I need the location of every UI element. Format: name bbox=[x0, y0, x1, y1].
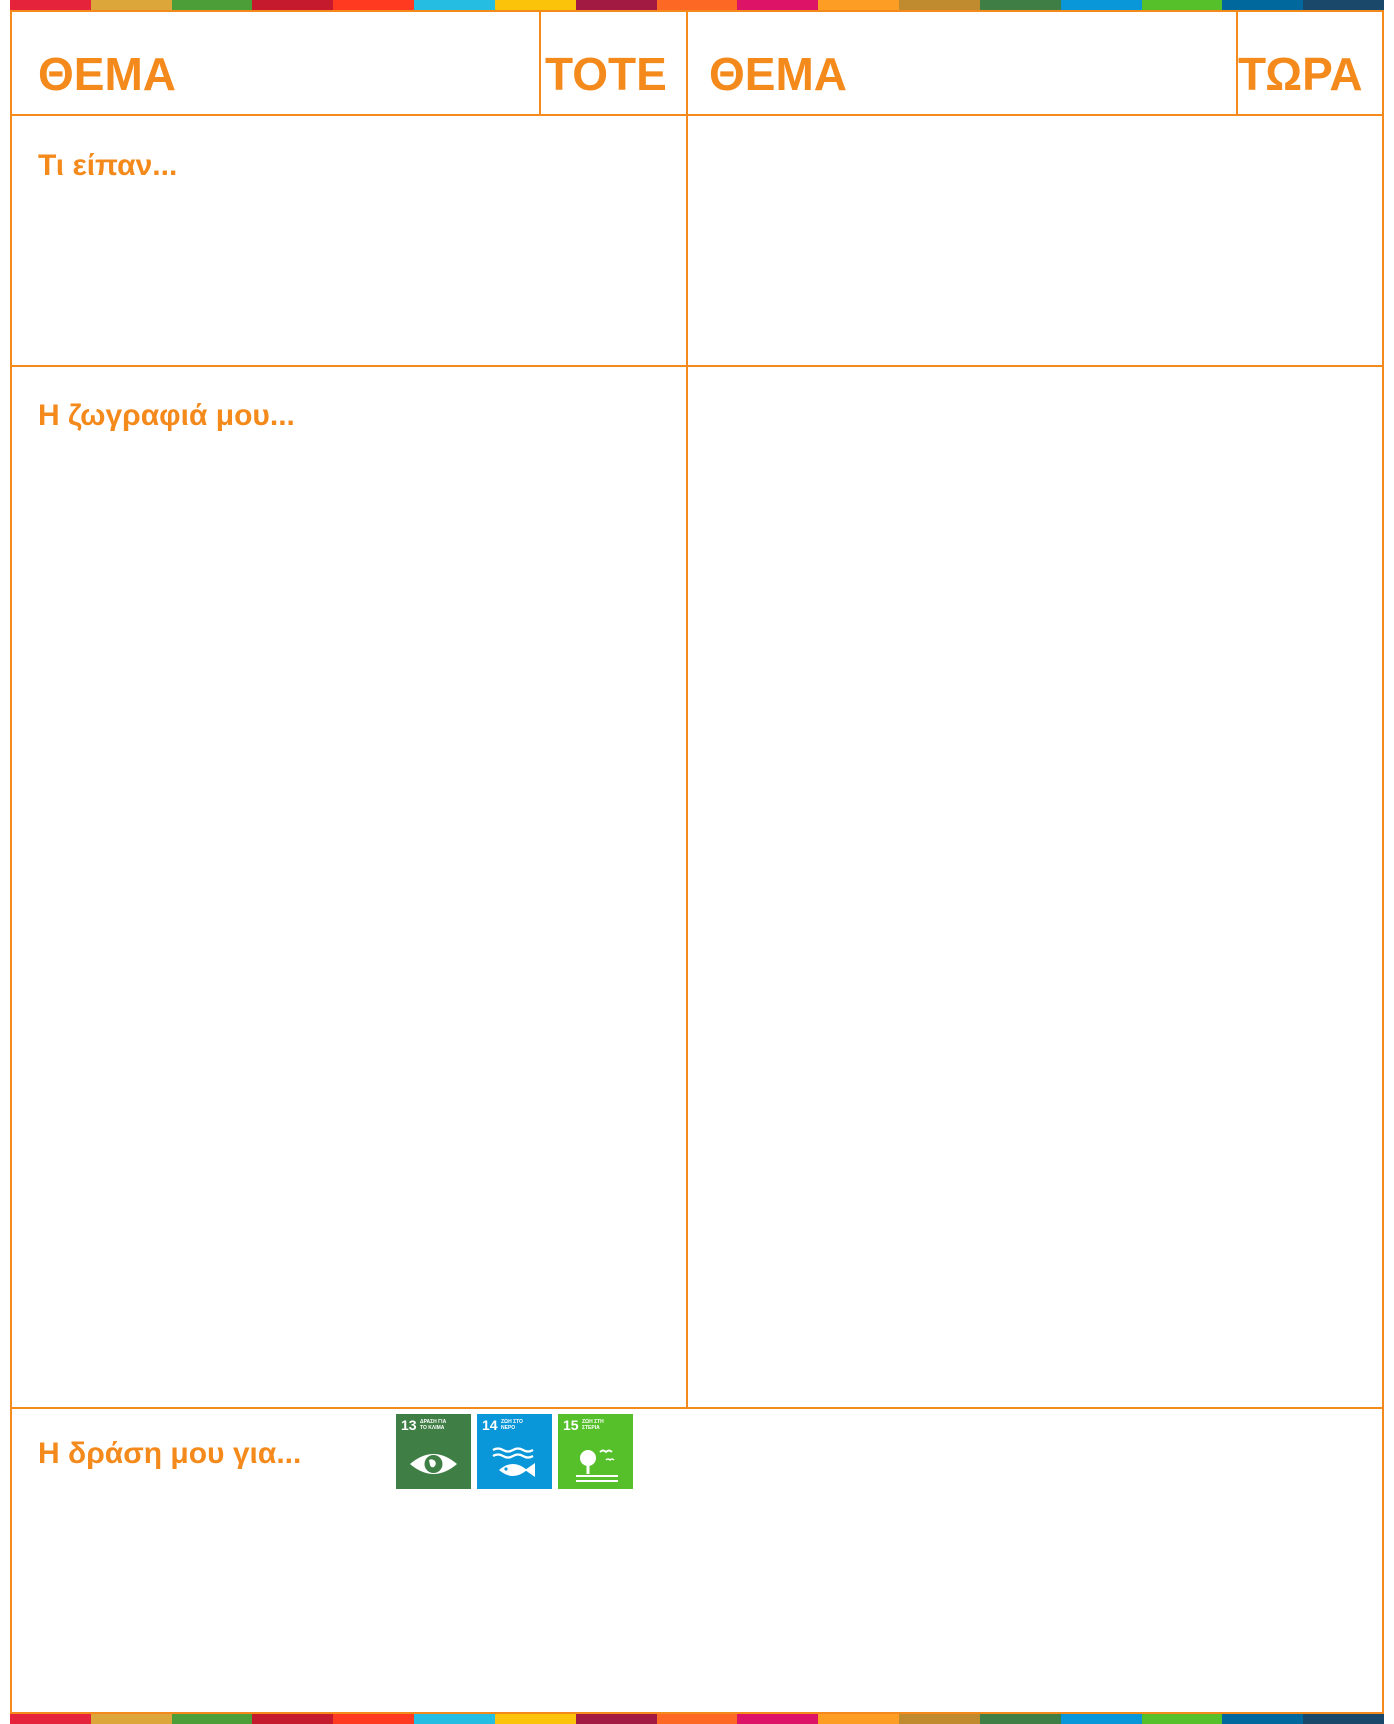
stripe-segment bbox=[737, 1714, 818, 1724]
stripe-segment bbox=[1222, 1714, 1303, 1724]
then-label: ΤΟΤΕ bbox=[545, 48, 667, 100]
now-label: ΤΩΡΑ bbox=[1238, 48, 1363, 100]
stripe-segment bbox=[10, 0, 91, 10]
sdg-13-number: 13 bbox=[401, 1417, 417, 1433]
then-cell-divider bbox=[539, 10, 541, 115]
stripe-segment bbox=[899, 0, 980, 10]
stripe-segment bbox=[1303, 0, 1384, 10]
stripe-segment bbox=[1061, 1714, 1142, 1724]
sdg-13-climate-action-icon bbox=[396, 1414, 471, 1489]
stripe-segment bbox=[252, 1714, 333, 1724]
sdg-color-stripe-bottom bbox=[10, 1714, 1384, 1724]
stripe-segment bbox=[172, 1714, 253, 1724]
fish-waves-icon bbox=[477, 1414, 552, 1489]
topic-label-right: ΘΕΜΑ bbox=[709, 48, 847, 100]
sdg-color-stripe-top bbox=[10, 0, 1384, 10]
sdg-13-caption: ΔΡΑΣΗ ΓΙΑ ΤΟ ΚΛΙΜΑ bbox=[420, 1419, 447, 1431]
stripe-segment bbox=[414, 0, 495, 10]
stripe-segment bbox=[333, 1714, 414, 1724]
stripe-segment bbox=[657, 1714, 738, 1724]
topic-label-left: ΘΕΜΑ bbox=[38, 48, 176, 100]
stripe-segment bbox=[980, 0, 1061, 10]
stripe-segment bbox=[1222, 0, 1303, 10]
stripe-segment bbox=[91, 0, 172, 10]
sdg-15-caption: ΖΩΗ ΣΤΗ ΣΤΕΡΙΑ bbox=[582, 1419, 604, 1431]
stripe-segment bbox=[495, 1714, 576, 1724]
stripe-segment bbox=[818, 0, 899, 10]
stripe-segment bbox=[91, 1714, 172, 1724]
stripe-segment bbox=[172, 0, 253, 10]
column-divider bbox=[686, 10, 688, 1408]
what-they-said-label: Τι είπαν... bbox=[38, 149, 178, 182]
sdg-14-caption: ΖΩΗ ΣΤΟ ΝΕΡΟ bbox=[501, 1419, 523, 1431]
stripe-segment bbox=[818, 1714, 899, 1724]
eye-globe-icon bbox=[396, 1414, 471, 1489]
sdg-15-life-on-land-icon bbox=[558, 1414, 633, 1489]
stripe-segment bbox=[10, 1714, 91, 1724]
stripe-segment bbox=[576, 1714, 657, 1724]
stripe-segment bbox=[980, 1714, 1061, 1724]
stripe-segment bbox=[1303, 1714, 1384, 1724]
row-divider-2 bbox=[10, 1407, 1384, 1409]
stripe-segment bbox=[576, 0, 657, 10]
stripe-segment bbox=[414, 1714, 495, 1724]
stripe-segment bbox=[252, 0, 333, 10]
row-divider-1 bbox=[10, 365, 1384, 367]
stripe-segment bbox=[657, 0, 738, 10]
stripe-segment bbox=[1142, 0, 1223, 10]
header-divider bbox=[10, 114, 1384, 116]
my-action-label: Η δράση μου για... bbox=[38, 1437, 302, 1470]
stripe-segment bbox=[899, 1714, 980, 1724]
sdg-14-number: 14 bbox=[482, 1417, 498, 1433]
my-drawing-label: Η ζωγραφιά μου... bbox=[38, 399, 295, 432]
stripe-segment bbox=[737, 0, 818, 10]
sdg-15-number: 15 bbox=[563, 1417, 579, 1433]
stripe-segment bbox=[1142, 1714, 1223, 1724]
stripe-segment bbox=[1061, 0, 1142, 10]
stripe-segment bbox=[333, 0, 414, 10]
tree-birds-icon bbox=[558, 1414, 633, 1489]
sdg-14-life-below-water-icon bbox=[477, 1414, 552, 1489]
stripe-segment bbox=[495, 0, 576, 10]
